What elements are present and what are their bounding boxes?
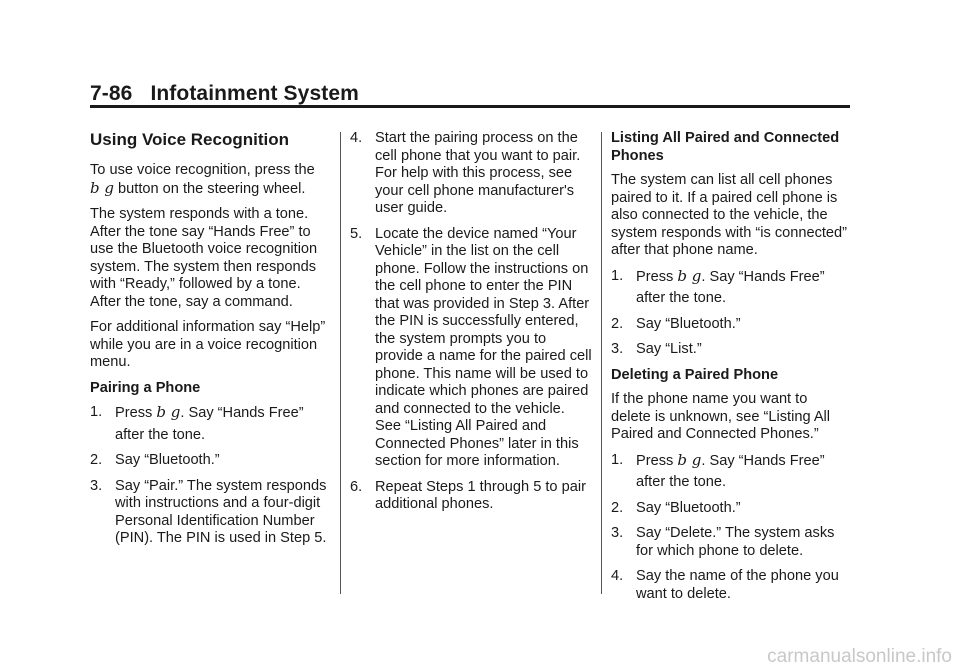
step-number: 3. [611, 525, 624, 541]
column-1 [90, 130, 330, 556]
column-2 [350, 130, 592, 522]
step [611, 500, 851, 518]
step-text: Locate the device named “Your Vehicle” in the list on the cell phone. Follow the instructions on the cell phone to enter the PIN that was provided in Step 3. After the PIN is successfully entered, the system prompts you to provide a name for the paired cell phone. This name will be used to indicate which phones are paired and connected to the vehicle. See “Listing All Paired and Connected Phones” later in this section for more information. [375, 225, 592, 469]
column-divider [601, 132, 602, 594]
subheading: Listing All Paired and Connected Phones [611, 130, 840, 164]
step-text: . Say “Hands Free” [701, 268, 825, 285]
watermark: carmanualsonline.info [767, 646, 952, 667]
step-continuation: after the tone. [636, 290, 727, 306]
step [90, 452, 330, 470]
step [90, 478, 330, 548]
column-divider [340, 132, 341, 594]
step [611, 316, 851, 334]
step-number: 4. [611, 568, 624, 584]
step [611, 268, 851, 308]
step-number: 1. [90, 404, 103, 420]
step-number: 1. [611, 451, 624, 468]
step-text: Say “List.” [636, 341, 702, 357]
step-continuation: after the tone. [115, 426, 206, 443]
section-title: Using Voice Recognition [90, 130, 289, 149]
step-text: Press [636, 268, 674, 285]
step-text: Press [636, 452, 674, 469]
page-header [90, 82, 850, 106]
step-text: Say “Bluetooth.” [115, 452, 220, 468]
subheading: Pairing a Phone [90, 379, 201, 396]
step-number: 5. [350, 225, 363, 242]
paragraph: The system responds with a tone. After the tone say “Hands Free” to use the Bluetooth voice recognition system. The system then responds with “Ready,” followed by a tone. After the tone, say a command. [90, 206, 318, 310]
step-number: 2. [611, 315, 624, 332]
step [350, 479, 592, 514]
step-continuation: after the tone. [636, 474, 727, 490]
step [350, 130, 592, 218]
intro-text-end: button on the steering wheel. [118, 180, 306, 197]
step-number: 1. [611, 267, 624, 284]
step [90, 404, 330, 444]
step-text: Say “Bluetooth.” [636, 315, 741, 332]
intro-paragraph [90, 162, 330, 198]
phone-button-icon: b g [677, 450, 702, 469]
step-number: 3. [90, 477, 103, 494]
step [350, 226, 592, 471]
phone-button-icon: b g [677, 266, 702, 285]
step [611, 341, 851, 359]
step-number: 3. [611, 341, 624, 357]
header-rule [90, 105, 850, 108]
step-number: 2. [611, 499, 624, 516]
step [611, 525, 851, 560]
phone-button-icon: b g [90, 178, 114, 197]
step-text: Repeat Steps 1 through 5 to pair additional phones. [375, 478, 586, 512]
step-text: Say “Bluetooth.” [636, 499, 741, 516]
step-text: Say “Delete.” The system asks for which phone to delete. [636, 525, 835, 559]
step-number: 4. [350, 130, 363, 146]
step-text: . Say “Hands Free” [701, 452, 825, 469]
step-text: Start the pairing process on the cell phone that you want to pair. For help with this process, see your cell phone manufacturer's user guide. [375, 130, 581, 216]
phone-button-icon: b g [156, 403, 181, 421]
step-text: Press [115, 405, 153, 421]
step-number: 2. [90, 452, 103, 468]
chapter-title: Infotainment System [150, 82, 359, 105]
column-3 [611, 130, 851, 611]
paragraph: For additional information say “Help” while you are in a voice recognition menu. [90, 319, 326, 370]
step [611, 452, 851, 492]
step-text: . Say “Hands Free” [180, 405, 304, 421]
step-number: 6. [350, 478, 363, 495]
paragraph: The system can list all cell phones paired to it. If a paired cell phone is also connected to the vehicle, the system responds with “is connected” after that phone name. [611, 172, 848, 258]
page-number: 7-86 [90, 82, 133, 105]
step [611, 568, 851, 603]
intro-text: To use voice recognition, press the [90, 162, 315, 178]
paragraph: If the phone name you want to delete is unknown, see “Listing All Paired and Connected Phones.” [611, 391, 831, 442]
step-text: Say the name of the phone you want to delete. [636, 568, 839, 602]
step-text: Say “Pair.” The system responds with instructions and a four-digit Personal Identification Number (PIN). The PIN is used in Step 5. [115, 477, 327, 546]
subheading: Deleting a Paired Phone [611, 366, 779, 383]
